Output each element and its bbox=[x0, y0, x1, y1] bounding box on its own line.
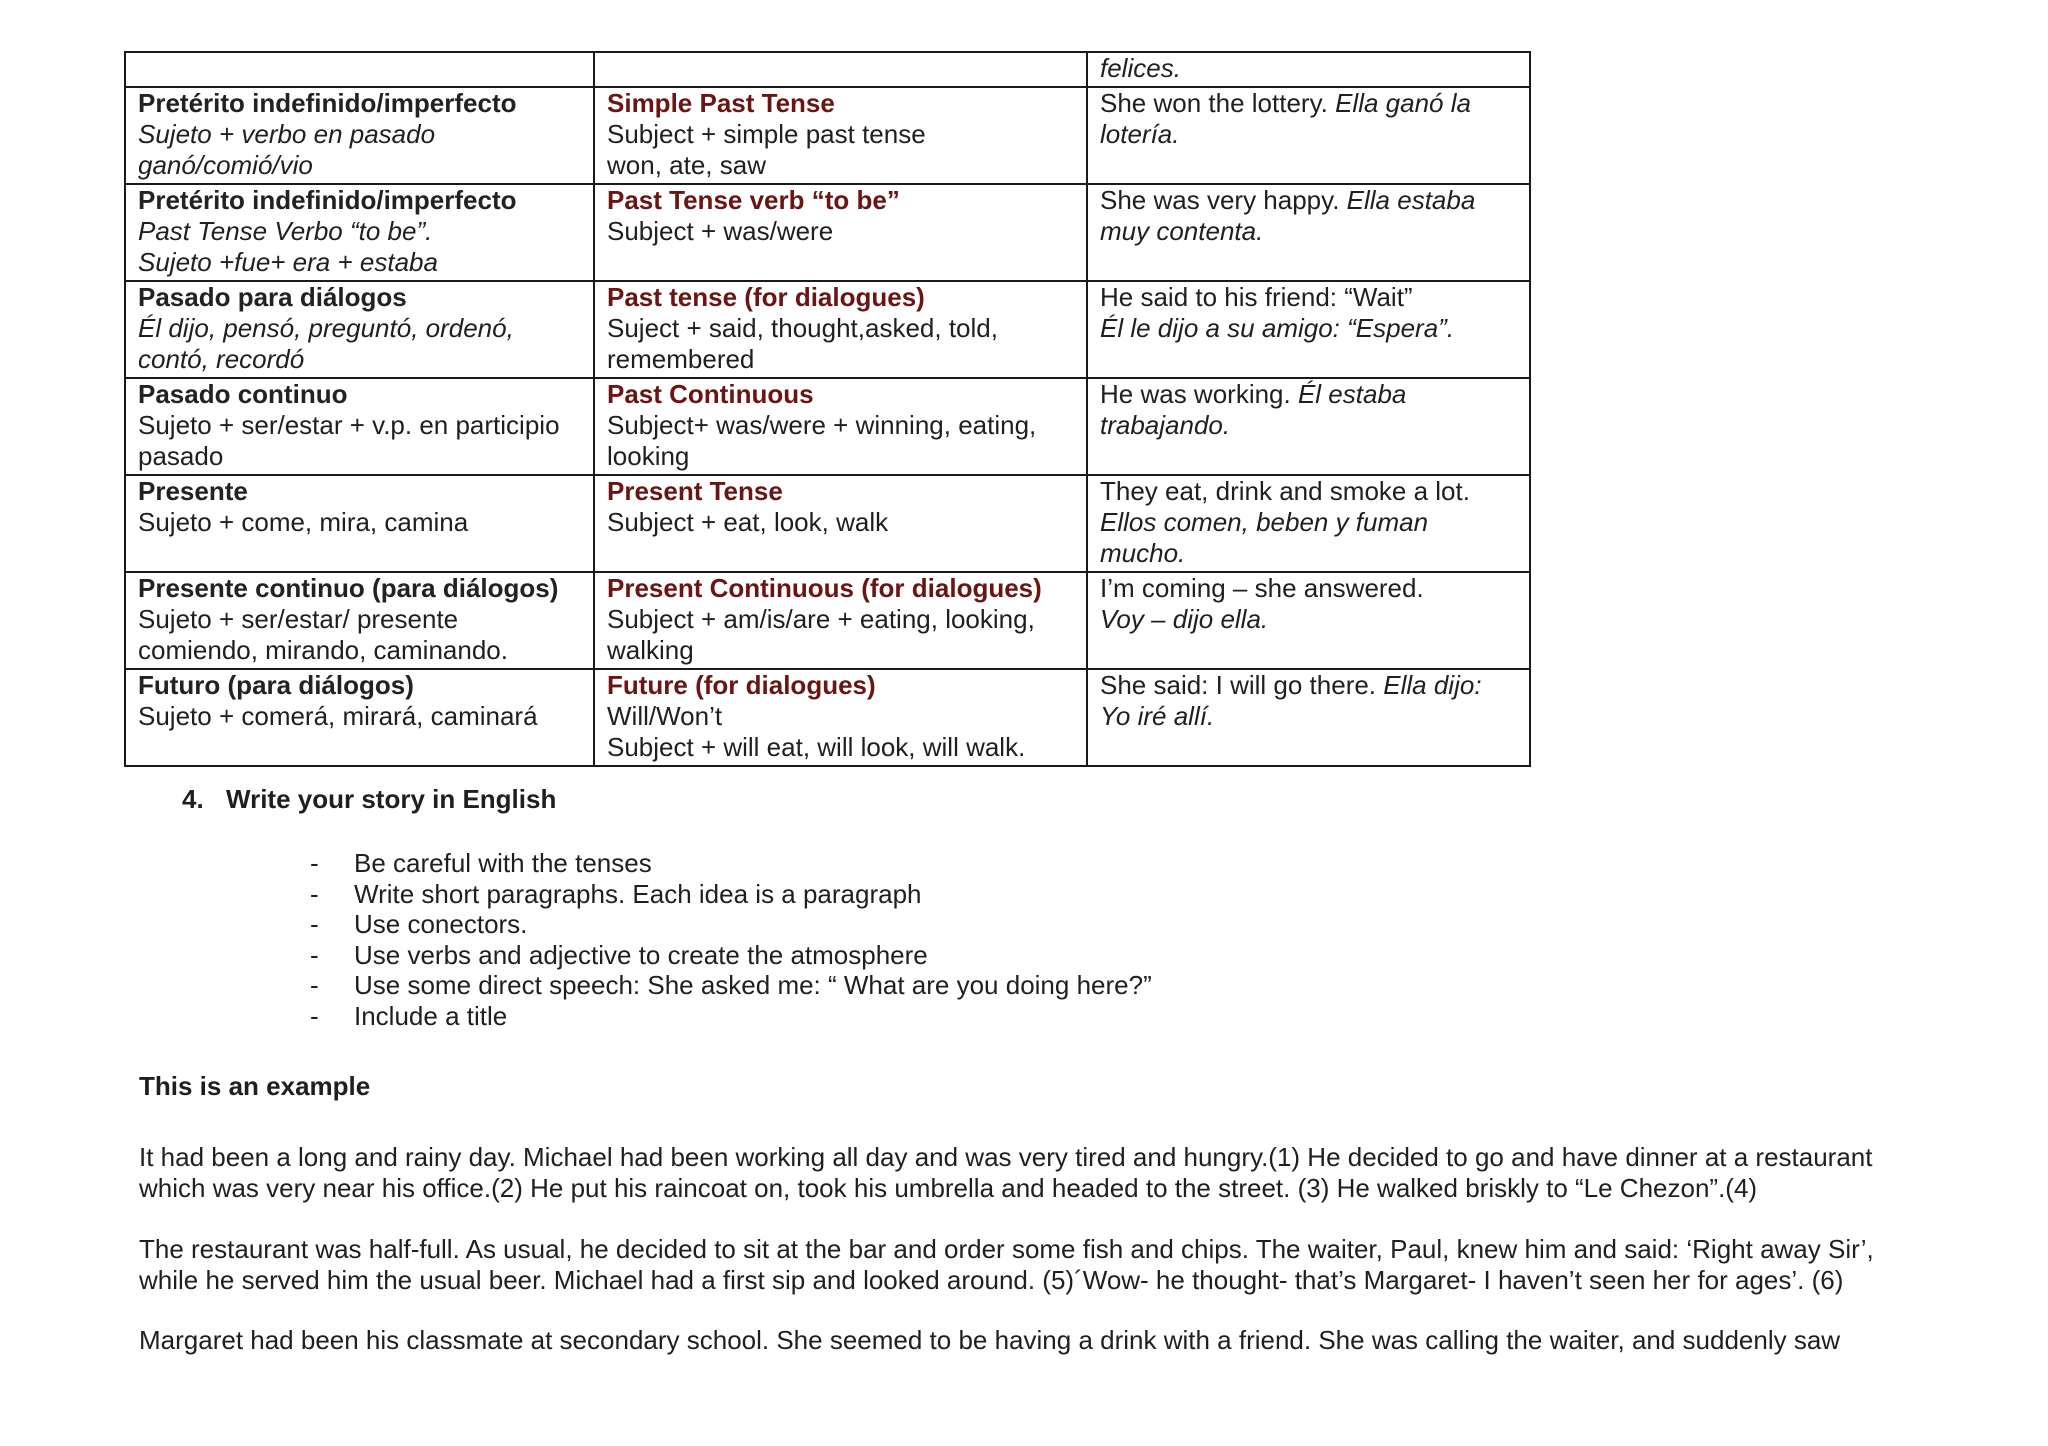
example-spanish: Ella ganó la lotería. bbox=[1100, 88, 1471, 149]
tense-title: Past tense (for dialogues) bbox=[607, 282, 925, 312]
example-spanish: felices. bbox=[1100, 53, 1181, 83]
example-heading: This is an example bbox=[139, 1071, 371, 1101]
example-cell bbox=[1087, 52, 1530, 87]
tense-structure: Subject + simple past tense bbox=[607, 119, 926, 149]
tense-structure: won, ate, saw bbox=[607, 150, 766, 180]
tense-title: Pasado para diálogos bbox=[138, 282, 407, 312]
tips-list bbox=[306, 848, 1152, 1031]
table-row bbox=[125, 572, 1530, 669]
tense-structure: Subject + was/were bbox=[607, 216, 834, 246]
story-paragraph: Margaret had been his classmate at secondary school. She seemed to be having a drink with a friend. She was calling the waiter, and suddenly saw bbox=[139, 1325, 1841, 1355]
list-item bbox=[306, 848, 1152, 879]
list-item bbox=[306, 879, 1152, 910]
english-cell bbox=[594, 475, 1087, 572]
spanish-cell bbox=[125, 475, 594, 572]
tip-text: Use conectors. bbox=[354, 909, 528, 939]
list-item bbox=[306, 1001, 1152, 1032]
tense-title: Pretérito indefinido/imperfecto bbox=[138, 88, 517, 118]
tense-structure: Suject + said, thought,asked, told, remembered bbox=[607, 313, 998, 374]
example-english: I’m coming – she answered. bbox=[1100, 573, 1424, 603]
section-title: Write your story in English bbox=[226, 784, 557, 814]
tense-structure: Sujeto +fue+ era + estaba bbox=[138, 247, 438, 277]
tip-text: Be careful with the tenses bbox=[354, 848, 652, 878]
english-cell bbox=[594, 572, 1087, 669]
example-cell bbox=[1087, 87, 1530, 184]
tip-text: Write short paragraphs. Each idea is a paragraph bbox=[354, 878, 922, 909]
tense-structure: Sujeto + ser/estar/ presente comiendo, mirando, caminando. bbox=[138, 604, 508, 665]
tense-structure: Él dijo, pensó, preguntó, ordenó, contó, recordó bbox=[138, 313, 514, 374]
bullet-dash: - bbox=[310, 909, 319, 939]
tense-structure: Will/Won’t bbox=[607, 701, 723, 731]
story-paragraph: The restaurant was half-full. As usual, he decided to sit at the bar and order some fish and chips. The waiter, Paul, knew him and said: ‘Right away Sir’, while he served him the usual beer. Michael had a first sip and looked around. (5)´Wow- he thought- that’s Margaret- I haven’t seen her for ages’. (6) bbox=[139, 1234, 1874, 1295]
tense-structure: Sujeto + verbo en pasado bbox=[138, 119, 436, 149]
tip-text: Use verbs and adjective to create the atmosphere bbox=[354, 939, 928, 970]
example-spanish: Voy – dijo ella. bbox=[1100, 604, 1269, 634]
example-cell bbox=[1087, 378, 1530, 475]
example-spanish: Ella estaba muy contenta. bbox=[1100, 185, 1476, 246]
bullet-dash: - bbox=[310, 1000, 319, 1031]
tense-title: Simple Past Tense bbox=[607, 88, 835, 118]
tense-title: Past Continuous bbox=[607, 379, 814, 409]
table-row bbox=[125, 475, 1530, 572]
tip-text: Include a title bbox=[354, 1000, 508, 1031]
tense-structure: ganó/comió/vio bbox=[138, 150, 313, 180]
spanish-cell bbox=[125, 669, 594, 766]
example-cell bbox=[1087, 184, 1530, 281]
tip-text: Use some direct speech: She asked me: “ What are you doing here?” bbox=[354, 970, 1152, 1000]
tense-title: Pasado continuo bbox=[138, 379, 348, 409]
section-number: 4. bbox=[182, 784, 204, 814]
tense-structure: Sujeto + come, mira, camina bbox=[138, 507, 469, 537]
example-cell bbox=[1087, 281, 1530, 378]
english-cell bbox=[594, 281, 1087, 378]
example-english: She was very happy. bbox=[1100, 185, 1347, 215]
table-row bbox=[125, 281, 1530, 378]
bullet-dash: - bbox=[310, 939, 319, 970]
tense-table bbox=[124, 51, 1531, 767]
tense-structure: Subject + will eat, will look, will walk. bbox=[607, 732, 1026, 762]
tense-structure: Sujeto + comerá, mirará, caminará bbox=[138, 701, 538, 731]
example-spanish: Ellos comen, beben y fuman mucho. bbox=[1100, 507, 1429, 568]
tense-title: Pretérito indefinido/imperfecto bbox=[138, 185, 517, 215]
story-paragraph: It had been a long and rainy day. Michael had been working all day and was very tired and hungry.(1) He decided to go and have dinner at a restaurant which was very near his office.(2) He put his raincoat on, took his umbrella and headed to the street. (3) He walked briskly to “Le Chezon”.(4) bbox=[139, 1142, 1873, 1203]
tense-structure: Sujeto + ser/estar + v.p. en participio pasado bbox=[138, 410, 560, 471]
table-row bbox=[125, 669, 1530, 766]
english-cell bbox=[594, 378, 1087, 475]
example-english: He said to his friend: “Wait” bbox=[1100, 282, 1413, 312]
tense-title: Futuro (para diálogos) bbox=[138, 670, 414, 700]
tense-structure: Subject+ was/were + winning, eating, looking bbox=[607, 410, 1037, 471]
table-row bbox=[125, 184, 1530, 281]
english-cell bbox=[594, 87, 1087, 184]
example-cell bbox=[1087, 475, 1530, 572]
tense-title: Present Continuous (for dialogues) bbox=[607, 573, 1042, 603]
list-item bbox=[306, 940, 1152, 971]
example-cell bbox=[1087, 669, 1530, 766]
bullet-dash: - bbox=[310, 878, 319, 909]
tense-title: Present Tense bbox=[607, 476, 783, 506]
table-row bbox=[125, 378, 1530, 475]
spanish-cell bbox=[125, 52, 594, 87]
list-item bbox=[306, 970, 1152, 1001]
example-english: She won the lottery. bbox=[1100, 88, 1336, 118]
tense-structure: Subject + eat, look, walk bbox=[607, 507, 889, 537]
section-heading bbox=[182, 784, 556, 815]
example-english: He was working. bbox=[1100, 379, 1298, 409]
tense-table-body bbox=[125, 52, 1530, 766]
bullet-dash: - bbox=[310, 970, 319, 1000]
tense-structure: Past Tense Verbo “to be”. bbox=[138, 216, 433, 246]
english-cell bbox=[594, 52, 1087, 87]
spanish-cell bbox=[125, 572, 594, 669]
example-spanish: Ella dijo: Yo iré allí. bbox=[1100, 670, 1482, 731]
tense-title: Presente bbox=[138, 476, 248, 506]
example-spanish: Él le dijo a su amigo: “Espera”. bbox=[1100, 313, 1455, 343]
spanish-cell bbox=[125, 281, 594, 378]
example-spanish: Él estaba trabajando. bbox=[1100, 379, 1407, 440]
list-item bbox=[306, 909, 1152, 940]
spanish-cell bbox=[125, 87, 594, 184]
example-cell bbox=[1087, 572, 1530, 669]
spanish-cell bbox=[125, 378, 594, 475]
tense-title: Past Tense verb “to be” bbox=[607, 185, 900, 215]
tense-title: Presente continuo (para diálogos) bbox=[138, 573, 559, 603]
english-cell bbox=[594, 669, 1087, 766]
table-row bbox=[125, 87, 1530, 184]
tense-structure: Subject + am/is/are + eating, looking, walking bbox=[607, 604, 1035, 665]
example-english: They eat, drink and smoke a lot. bbox=[1100, 476, 1470, 506]
example-english: She said: I will go there. bbox=[1100, 670, 1384, 700]
bullet-dash: - bbox=[310, 848, 319, 878]
table-row bbox=[125, 52, 1530, 87]
spanish-cell bbox=[125, 184, 594, 281]
tense-title: Future (for dialogues) bbox=[607, 670, 876, 700]
english-cell bbox=[594, 184, 1087, 281]
